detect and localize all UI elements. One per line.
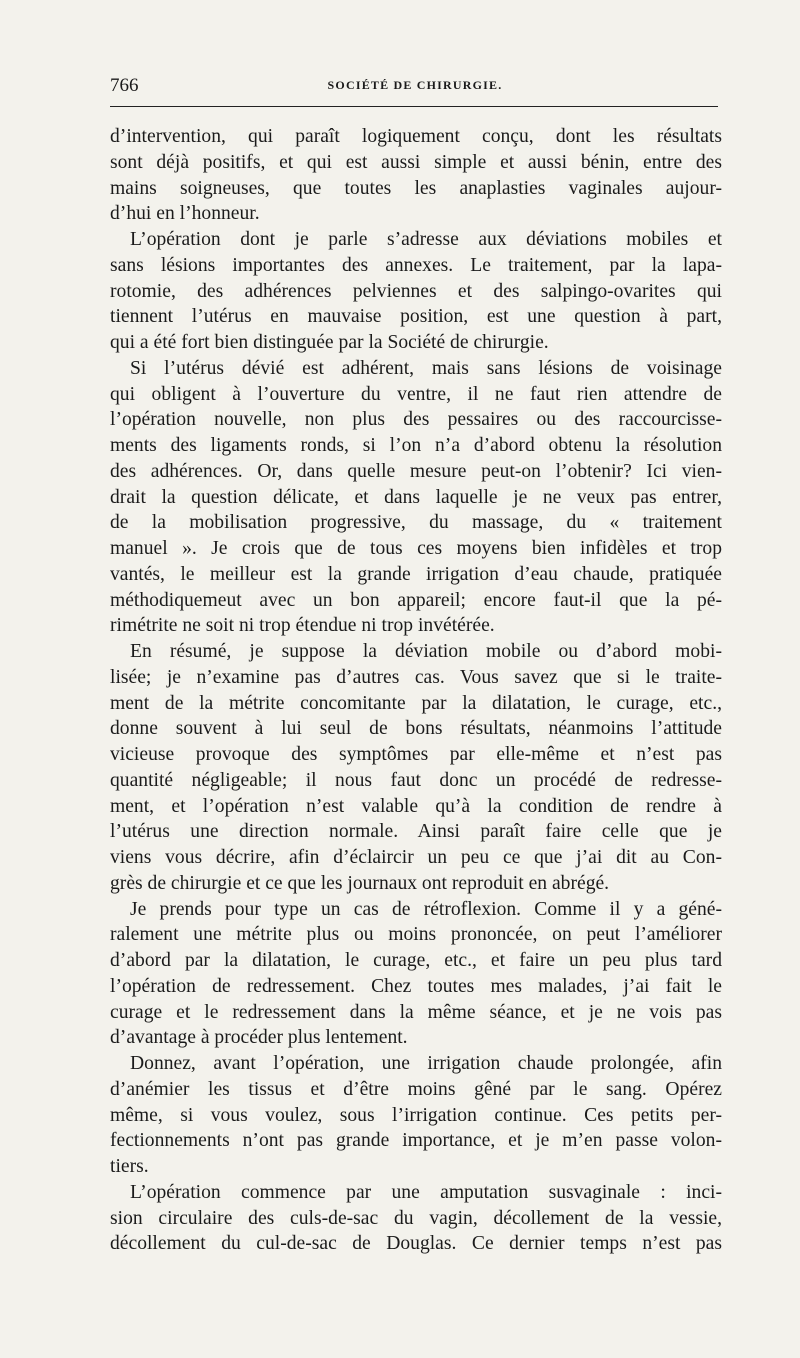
text-line: méthodiquemeut avec un bon appareil; encore faut-il que la pé- xyxy=(110,589,722,611)
header-rule xyxy=(110,106,718,107)
text-line: vantés, le meilleur est la grande irrigation d’eau chaude, pratiquée xyxy=(110,563,722,585)
text-line: l’utérus une direction normale. Ainsi paraît faire celle que je xyxy=(110,821,722,843)
text-line: décollement du cul-de-sac de Douglas. Ce dernier temps n’est pas xyxy=(110,1233,722,1255)
text-line: lisée; je n’examine pas d’autres cas. Vous savez que si le traite- xyxy=(110,666,722,688)
text-line: En résumé, je suppose la déviation mobile ou d’abord mobi- xyxy=(130,641,722,662)
text-line: grès de chirurgie et ce que les journaux ont reproduit en abrégé. xyxy=(110,872,610,894)
text-line: d’anémier les tissus et d’être moins gêné par le sang. Opérez xyxy=(110,1078,722,1100)
text-line: fectionnements n’ont pas grande importance, et je m’en passe volon- xyxy=(110,1130,722,1152)
text-line: sans lésions importantes des annexes. Le traitement, par la lapa- xyxy=(110,254,722,276)
text-line: sont déjà positifs, et qui est aussi simple et aussi bénin, entre des xyxy=(110,151,722,173)
text-line: donne souvent à lui seul de bons résultats, néanmoins l’attitude xyxy=(110,718,722,740)
text-line: qui obligent à l’ouverture du ventre, il ne faut rien attendre de xyxy=(110,383,722,405)
text-line: ments des ligaments ronds, si l’on n’a d’abord obtenu la résolution xyxy=(110,435,722,456)
text-line: tiennent l’utérus en mauvaise position, est une question à part, xyxy=(110,306,722,328)
running-title: SOCIÉTÉ DE CHIRURGIE. xyxy=(327,78,503,92)
text-line: même, si vous voulez, sous l’irrigation continue. Ces petits per- xyxy=(110,1104,722,1126)
text-line: Je prends pour type un cas de rétroflexion. Comme il y a géné- xyxy=(130,898,722,920)
body-text xyxy=(110,124,722,1257)
text-line: mains soigneuses, que toutes les anaplasties vaginales aujour- xyxy=(110,177,722,199)
text-line: ment de la métrite concomitante par la dilatation, le curage, etc., xyxy=(110,692,722,714)
text-line: ment, et l’opération n’est valable qu’à la condition de rendre à xyxy=(110,795,722,817)
text-line: ralement une métrite plus ou moins prononcée, on peut l’améliorer xyxy=(110,924,722,946)
text-line: l’opération nouvelle, non plus des pessaires ou des raccourcisse- xyxy=(110,409,722,431)
text-line: de la mobilisation progressive, du massage, du « traitement xyxy=(110,512,722,534)
page-number: 766 xyxy=(110,75,139,96)
text-line: vicieuse provoque des symptômes par elle-même et n’est pas xyxy=(110,744,722,765)
text-line: quantité négligeable; il nous faut donc un procédé de redresse- xyxy=(110,769,722,791)
text-line: rimétrite ne soit ni trop étendue ni trop invétérée. xyxy=(110,615,495,637)
text-line: viens vous décrire, afin d’éclaircir un peu ce que j’ai dit au Con- xyxy=(110,847,722,868)
text-line: drait la question délicate, et dans laquelle je ne veux pas entrer, xyxy=(110,486,722,508)
text-line: Si l’utérus dévié est adhérent, mais sans lésions de voisinage xyxy=(130,357,722,379)
text-line: Donnez, avant l’opération, une irrigation chaude prolongée, afin xyxy=(130,1053,722,1074)
text-line: des adhérences. Or, dans quelle mesure peut-on l’obtenir? Ici vien- xyxy=(110,460,722,482)
text-line: L’opération commence par une amputation susvaginale : inci- xyxy=(130,1181,722,1203)
text-line: tiers. xyxy=(110,1156,149,1177)
text-line: manuel ». Je crois que de tous ces moyens bien infidèles et trop xyxy=(110,538,722,559)
text-line: d’abord par la dilatation, le curage, etc., et faire un peu plus tard xyxy=(110,950,722,971)
text-line: qui a été fort bien distinguée par la Société de chirurgie. xyxy=(110,332,549,353)
text-line: d’hui en l’honneur. xyxy=(110,203,260,225)
page-header xyxy=(110,75,720,99)
text-line: d’intervention, qui paraît logiquement conçu, dont les résultats xyxy=(110,126,722,147)
text-line: rotomie, des adhérences pelviennes et des salpingo-ovarites qui xyxy=(110,280,722,302)
text-line: sion circulaire des culs-de-sac du vagin, décollement de la vessie, xyxy=(110,1207,722,1229)
text-line: d’avantage à procéder plus lentement. xyxy=(110,1027,408,1049)
text-line: L’opération dont je parle s’adresse aux déviations mobiles et xyxy=(130,229,722,250)
text-line: curage et le redressement dans la même séance, et je ne vois pas xyxy=(110,1001,722,1023)
text-line: l’opération de redressement. Chez toutes mes malades, j’ai fait le xyxy=(110,975,722,997)
